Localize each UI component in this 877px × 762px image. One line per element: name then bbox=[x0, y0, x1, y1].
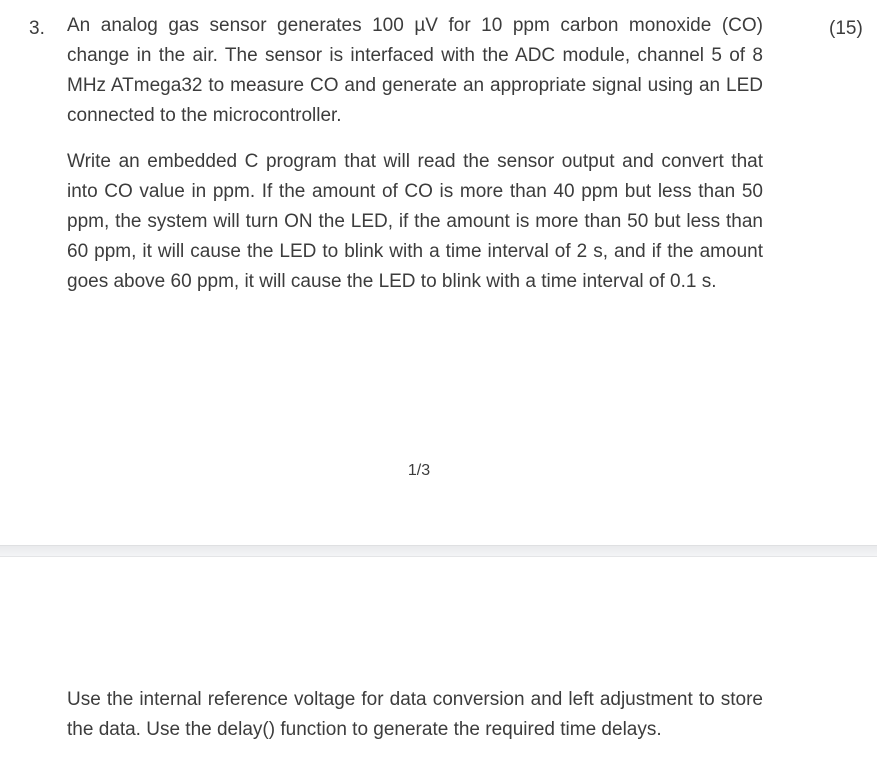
page-number: 1/3 bbox=[407, 462, 431, 479]
page-separator bbox=[0, 545, 877, 557]
question-paragraph-2: Write an embedded C program that will read the sensor output and convert that into CO value in ppm. If the amount of CO is more than 40 ppm but less than 50 ppm, the system will turn ON the LED, if the amount is more than 50 but less than 60 ppm, it will cause the LED to blink with a time interval of 2 s, and if the amount goes above 60 ppm, it will cause the LED to blink with a time interval of 0.1 s. bbox=[67, 151, 763, 292]
question-number: 3. bbox=[29, 18, 45, 39]
document-page-2 bbox=[0, 557, 877, 762]
question-marks: (15) bbox=[829, 18, 863, 39]
question-continuation: Use the internal reference voltage for data conversion and left adjustment to store the data. Use the delay() function to generate the required time delays. bbox=[67, 689, 763, 740]
question-paragraph-1: An analog gas sensor generates 100 µV for 10 ppm carbon monoxide (CO) change in the air. The sensor is interfaced with the ADC module, channel 5 of 8 MHz ATmega32 to measure CO and generate an appropriate signal using an LED connected to the microcontroller. bbox=[67, 15, 763, 126]
